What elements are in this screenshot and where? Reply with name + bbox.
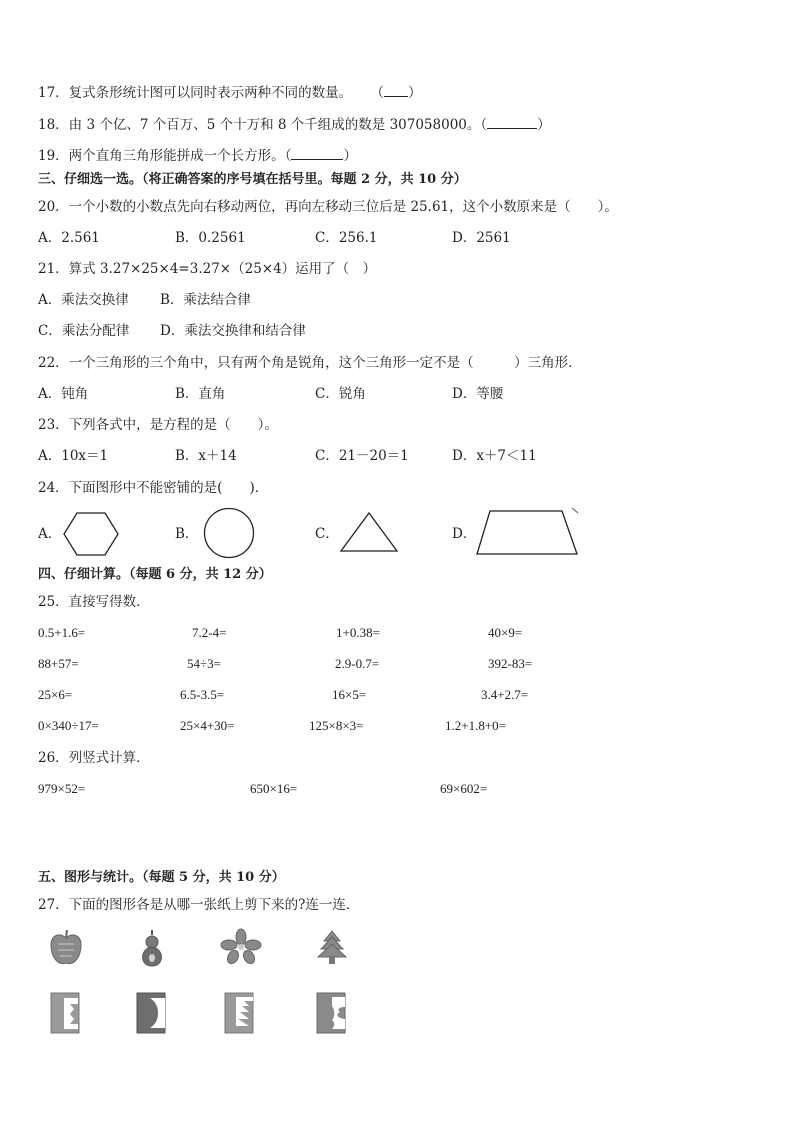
calc-item: 7.2-4=	[192, 625, 227, 640]
calc-item: 392-83=	[488, 656, 533, 671]
q24-label-d[interactable]: D．	[452, 526, 477, 542]
paper-sheet-picture-4[interactable]	[316, 992, 346, 1034]
question-17: 17．复式条形统计图可以同时表示两种不同的数量。 （ ）	[38, 85, 422, 101]
hexagon-shape[interactable]	[62, 511, 120, 557]
gourd-cutout-picture[interactable]	[136, 928, 168, 970]
question-18: 18．由 3 个亿、7 个百万、5 个十万和 8 个千组成的数是 307058000。（ ）	[38, 117, 551, 133]
q20-option-a[interactable]: A．2.561	[38, 230, 100, 246]
calc-item: 25×6=	[38, 687, 73, 702]
answer-blank-19[interactable]	[291, 146, 343, 160]
calc-item: 25×4+30=	[180, 718, 235, 733]
q20-option-b[interactable]: B．0.2561	[175, 230, 246, 246]
q22-option-a[interactable]: A．钝角	[38, 386, 89, 402]
q21-option-c[interactable]: C．乘法分配律	[38, 323, 130, 339]
q24-label-a[interactable]: A．	[38, 526, 62, 542]
calc-item: 16×5=	[332, 687, 367, 702]
q23-option-a[interactable]: A．10x＝1	[38, 448, 109, 464]
calc-item: 6.5-3.5=	[180, 687, 225, 702]
q22-option-d[interactable]: D．等腰	[452, 386, 504, 402]
question-21-stem: 21．算式 3.27×25×4=3.27×（25×4）运用了（ ）	[38, 261, 377, 277]
calc-item: 0.5+1.6=	[38, 625, 86, 640]
answer-blank-18[interactable]	[487, 115, 537, 129]
vertical-calc-item: 979×52=	[38, 781, 86, 796]
calc-item: 3.4+2.7=	[481, 687, 529, 702]
q23-option-b[interactable]: B．x＋14	[175, 448, 237, 464]
answer-blank-17[interactable]	[384, 83, 408, 97]
calc-item: 1+0.38=	[336, 625, 380, 640]
question-26-stem: 26．列竖式计算．	[38, 750, 150, 766]
calc-item: 0×340÷17=	[38, 718, 99, 733]
calc-item: 54÷3=	[187, 656, 221, 671]
q23-option-c[interactable]: C．21－20＝1	[315, 448, 409, 464]
question-20-stem: 20．一个小数的小数点先向右移动两位，再向左移动三位后是 25.61，这个小数原来是（ ）。	[38, 199, 618, 215]
question-19: 19．两个直角三角形能拼成一个长方形。（ ）	[38, 148, 357, 164]
section-3-heading: 三、仔细选一选。（将正确答案的序号填在括号里。每题 2 分，共 10 分）	[38, 172, 467, 187]
question-27-stem: 27．下面的图形各是从哪一张纸上剪下来的?连一连．	[38, 897, 360, 913]
paper-sheet-picture-3[interactable]	[224, 992, 254, 1034]
question-24-stem: 24．下面图形中不能密铺的是( )．	[38, 480, 269, 496]
flower-cutout-picture[interactable]	[220, 928, 262, 966]
q24-label-b[interactable]: B．	[175, 526, 199, 542]
section-5-heading: 五、图形与统计。（每题 5 分，共 10 分）	[38, 870, 285, 885]
question-25-stem: 25．直接写得数．	[38, 594, 150, 610]
trapezoid-shape[interactable]	[474, 507, 580, 557]
q20-option-d[interactable]: D．2561	[452, 230, 511, 246]
apple-cutout-picture[interactable]	[48, 928, 84, 968]
calc-item: 125×8×3=	[309, 718, 364, 733]
q21-option-d[interactable]: D．乘法交换律和结合律	[160, 323, 306, 339]
question-22-stem: 22．一个三角形的三个角中，只有两个角是锐角，这个三角形一定不是（ ）三角形．	[38, 355, 582, 371]
q22-option-b[interactable]: B．直角	[175, 386, 226, 402]
calc-item: 40×9=	[488, 625, 523, 640]
q21-option-a[interactable]: A．乘法交换律	[38, 292, 129, 308]
q24-label-c[interactable]: C．	[315, 526, 339, 542]
q23-option-d[interactable]: D．x＋7＜11	[452, 448, 537, 464]
question-23-stem: 23．下列各式中，是方程的是（ ）。	[38, 417, 278, 433]
q22-option-c[interactable]: C．锐角	[315, 386, 366, 402]
vertical-calc-item: 69×602=	[440, 781, 488, 796]
circle-shape[interactable]	[203, 507, 255, 559]
q20-option-c[interactable]: C．256.1	[315, 230, 378, 246]
calc-item: 88+57=	[38, 656, 79, 671]
calc-item: 1.2+1.8+0=	[445, 718, 506, 733]
triangle-shape[interactable]	[339, 511, 399, 553]
calc-item: 2.9-0.7=	[335, 656, 380, 671]
vertical-calc-item: 650×16=	[250, 781, 298, 796]
paper-sheet-picture-2[interactable]	[136, 992, 166, 1034]
paper-sheet-picture-1[interactable]	[50, 992, 80, 1034]
q21-option-b[interactable]: B．乘法结合律	[160, 292, 251, 308]
section-4-heading: 四、仔细计算。（每题 6 分，共 12 分）	[38, 567, 272, 582]
tree-cutout-picture[interactable]	[314, 928, 350, 968]
